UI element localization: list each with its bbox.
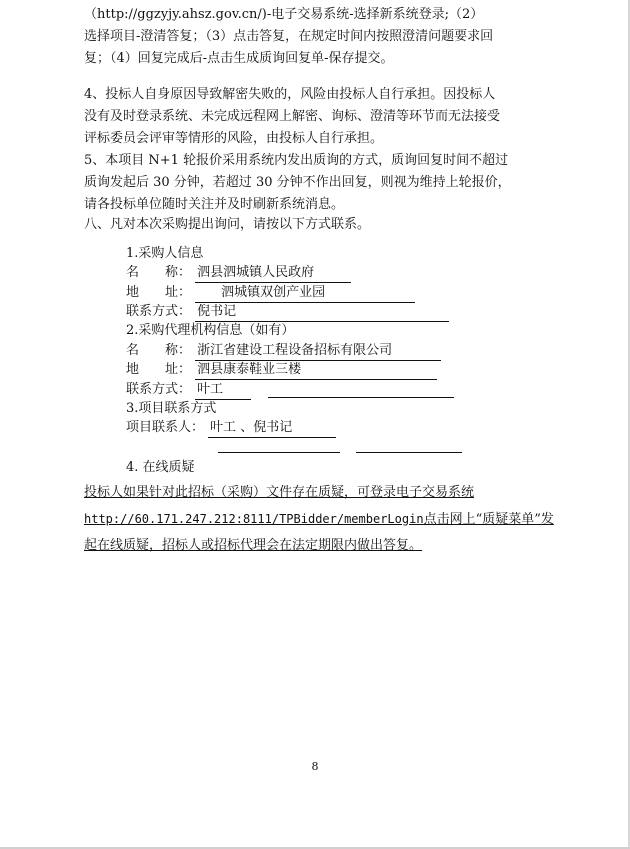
online-heading: 4. 在线质疑 [126,460,195,475]
text-line: 选择项目-澄清答复；（3）点击答复，在规定时间内按照澄清问题要求回 [84,29,494,44]
page-number: 8 [311,760,319,773]
field-label: 地 址： [126,362,192,377]
paragraph-login-steps [84,4,564,70]
agency-address-row [126,361,437,380]
agency-name-value: 浙江省建设工程设备招标有限公司 [195,342,441,361]
text-line: 评标委员会评审等情形的风险，由投标人自行承担。 [84,131,384,146]
field-label: 联系方式： [126,304,192,319]
text-line: 质询发起后 30 分钟，若超过 30 分钟不作出回复，则视为维持上轮报价， [84,175,511,190]
text-line: 5、本项目 N+1 轮报价采用系统内发出质询的方式，质询回复时间不超过 [84,153,509,168]
online-complaint-paragraph [84,480,564,559]
agency-contact-value: 叶工 [195,381,251,400]
agency-name-row [126,342,441,361]
field-label: 名 称： [126,343,192,358]
agency-heading: 2.采购代理机构信息（如有） [126,323,295,338]
project-contact-row [126,419,336,438]
purchaser-address-row [126,284,415,303]
purchaser-heading: 1.采购人信息 [126,246,204,261]
paragraph-decryption-risk [84,84,564,150]
text-line: 4、投标人自身原因导致解密失败的，风险由投标人自行承担。因投标人 [84,87,496,102]
agency-address-value: 泗县康泰鞋业三楼 [195,361,437,380]
text-line: 请各投标单位随时关注并及时刷新系统消息。 [84,197,345,212]
purchaser-name-row [126,264,351,283]
section-heading: 八、凡对本次采购提出询问，请按以下方式联系。 [84,217,371,232]
text-line: （http://ggzyjy.ahsz.gov.cn/)-电子交易系统-选择新系统登录;（2） [84,7,484,22]
text-line: 没有及时登录系统、未完成远程网上解密、询标、澄清等环节而无法接受 [84,109,501,124]
text-line: 点击网上“质疑菜单”发起在线质疑，招标人或招标代理会在法定期限内做出答复。 [84,512,554,553]
agency-contact-row [126,381,251,400]
purchaser-contact-row [126,303,449,322]
field-label: 地 址： [126,285,192,300]
field-label: 项目联系人： [126,420,205,435]
blank-underline [268,397,454,398]
paragraph-n1-quote [84,150,564,216]
text-line: 投标人如果针对此招标（采购）文件存在质疑，可登录电子交易系统 [84,485,475,500]
system-url-link[interactable]: http://60.171.247.212:8111/TPBidder/memberLogin [84,512,424,526]
purchaser-name-value: 泗县泗城镇人民政府 [195,264,351,283]
field-label: 名 称： [126,265,192,280]
purchaser-contact-value: 倪书记 [195,303,449,322]
purchaser-address-value: 泗城镇双创产业园 [195,284,415,303]
blank-underline [356,452,462,453]
field-label: 联系方式： [126,382,192,397]
project-contact-heading: 3.项目联系方式 [126,401,217,416]
text-line: 复；（4）回复完成后-点击生成质询回复单-保存提交。 [84,51,394,66]
project-contact-value: 叶工 、倪书记 [208,419,336,438]
blank-underline [218,452,340,453]
